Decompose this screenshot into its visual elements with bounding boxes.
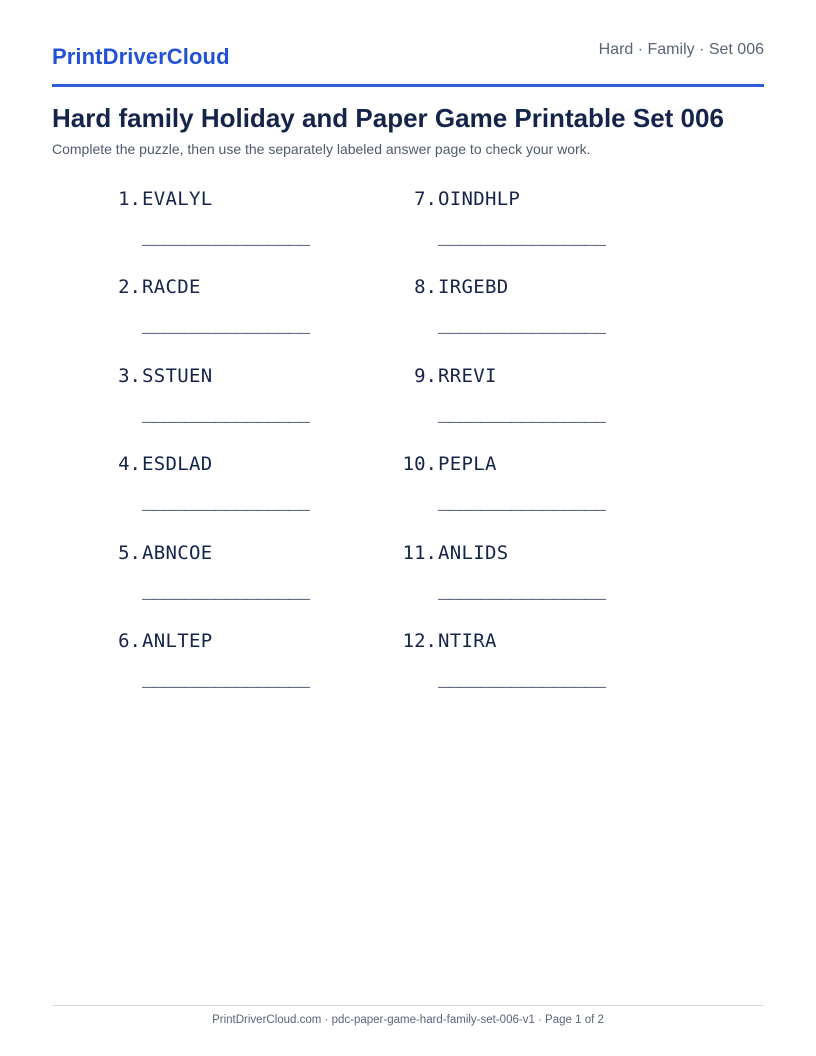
puzzle-item (348, 542, 648, 630)
item-number: 3. (118, 364, 141, 387)
answer-blank: ________________ (142, 312, 310, 335)
answer-blank: ________________ (142, 577, 310, 600)
puzzle-item (52, 365, 352, 453)
answer-blank: ________________ (438, 400, 606, 423)
scrambled-word: SSTUEN (142, 364, 213, 387)
scrambled-word: ABNCOE (142, 541, 213, 564)
puzzle-column-left (52, 188, 352, 718)
item-number: 9. (414, 364, 437, 387)
puzzle-item (348, 188, 648, 276)
puzzle-item (52, 453, 352, 541)
puzzle-item (348, 365, 648, 453)
footer-divider (52, 1005, 764, 1006)
breadcrumb: Hard · Family · Set 006 (598, 41, 764, 58)
page-footer: PrintDriverCloud.com · pdc-paper-game-hard-family-set-006-v1 · Page 1 of 2 (212, 1014, 604, 1026)
puzzle-item (348, 630, 648, 718)
page-title: Hard family Holiday and Paper Game Printable Set 006 (52, 103, 724, 133)
item-number: 11. (402, 541, 437, 564)
puzzle-item (52, 276, 352, 364)
brand-logo: PrintDriverCloud (52, 44, 230, 69)
scrambled-word: EVALYL (142, 188, 213, 210)
item-number: 7. (414, 188, 437, 210)
answer-blank: ________________ (438, 224, 606, 246)
answer-blank: ________________ (142, 400, 310, 423)
answer-blank: ________________ (438, 665, 606, 688)
scrambled-word: RACDE (142, 276, 201, 299)
scrambled-word: PEPLA (438, 453, 497, 476)
puzzle-item (52, 542, 352, 630)
item-number: 2. (118, 276, 141, 299)
item-number: 5. (118, 541, 141, 564)
scrambled-word: ESDLAD (142, 453, 213, 476)
page-subtitle: Complete the puzzle, then use the separately labeled answer page to check your work. (52, 141, 591, 157)
item-number: 8. (414, 276, 437, 299)
scrambled-word: NTIRA (438, 629, 497, 652)
scrambled-word: OINDHLP (438, 188, 521, 210)
puzzle-item (348, 453, 648, 541)
puzzle-column-right (348, 188, 648, 718)
puzzle-item (52, 188, 352, 276)
answer-blank: ________________ (438, 577, 606, 600)
answer-blank: ________________ (438, 489, 606, 512)
scrambled-word: IRGEBD (438, 276, 509, 299)
answer-blank: ________________ (142, 224, 310, 246)
item-number: 6. (118, 629, 141, 652)
page-header (52, 36, 764, 87)
puzzle-item (52, 630, 352, 718)
item-number: 12. (402, 629, 437, 652)
answer-blank: ________________ (142, 665, 310, 688)
answer-blank: ________________ (142, 489, 310, 512)
item-number: 10. (402, 453, 437, 476)
item-number: 1. (118, 188, 141, 210)
scrambled-word: RREVI (438, 364, 497, 387)
answer-blank: ________________ (438, 312, 606, 335)
puzzle-item (348, 276, 648, 364)
scrambled-word: ANLIDS (438, 541, 509, 564)
item-number: 4. (118, 453, 141, 476)
scrambled-word: ANLTEP (142, 629, 213, 652)
